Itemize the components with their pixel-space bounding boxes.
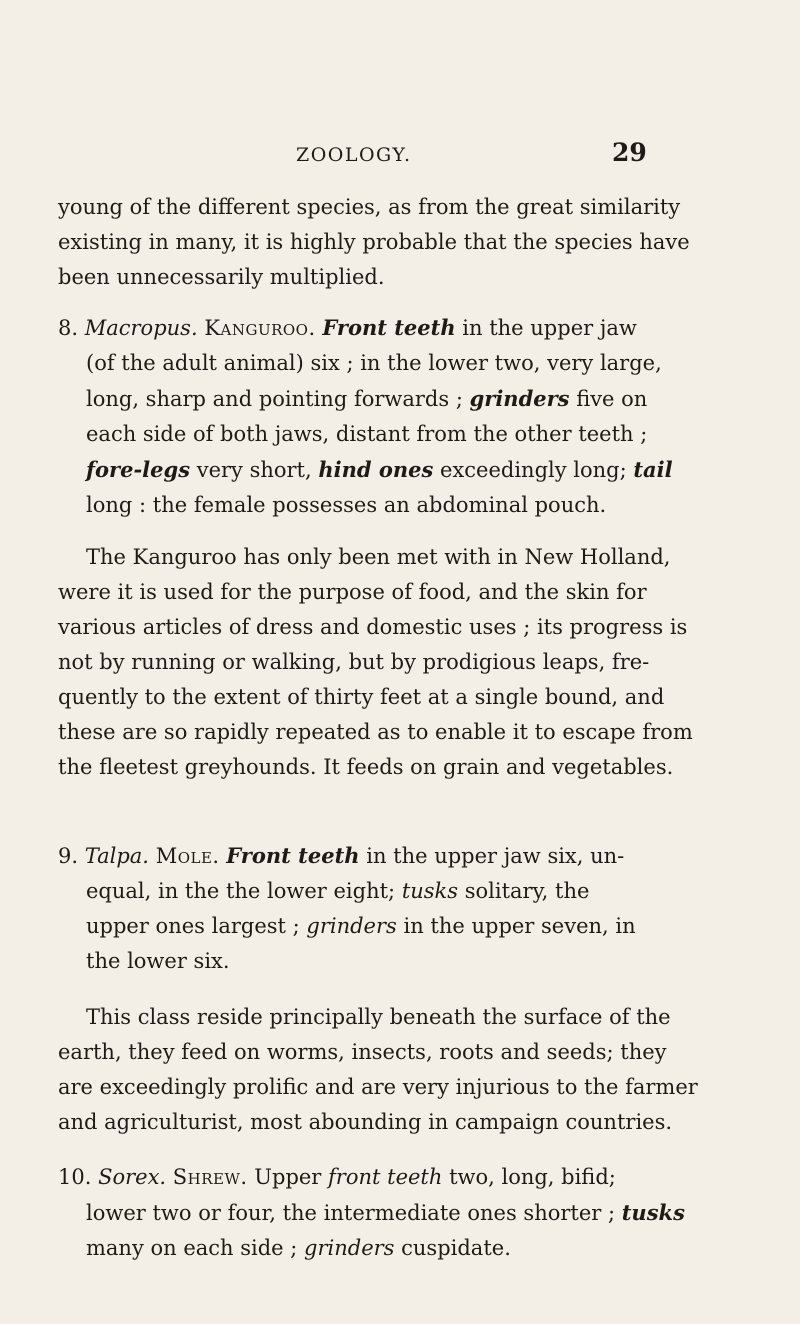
paragraph-mole <box>58 1000 698 1140</box>
text-run: Upper <box>254 1165 329 1189</box>
text-line <box>58 909 636 944</box>
text-line <box>58 874 628 909</box>
text-run: solitary, the <box>458 879 590 903</box>
text-run: many on each side ; <box>86 1236 305 1260</box>
term: Front teeth <box>226 843 360 868</box>
entry-macropus <box>58 310 673 523</box>
term: hind ones <box>318 457 434 482</box>
term: front teeth <box>328 1165 443 1189</box>
text-line <box>58 1160 628 1195</box>
text-line <box>58 838 628 874</box>
entry-talpa <box>58 838 636 979</box>
term: grinders <box>306 914 397 938</box>
text-line: each side of both jaws, distant from the other teeth ; <box>86 422 648 446</box>
text-run: exceedingly long; <box>433 458 634 482</box>
text-run: two, long, bifid; <box>442 1165 616 1189</box>
genus-name: Talpa. <box>84 844 149 868</box>
term: tusks <box>401 879 459 903</box>
text-run: very short, <box>190 458 319 482</box>
text-run: long, sharp and pointing forwards ; <box>86 387 470 411</box>
term: grinders <box>304 1236 395 1260</box>
text-line: the fleetest greyhounds. It feeds on grain and vegetables. <box>58 755 674 779</box>
text-run: in the upper seven, in <box>396 914 636 938</box>
paragraph-continuation <box>58 190 690 295</box>
entry-number: 9. <box>58 844 79 868</box>
genus-name: Sorex. <box>98 1165 167 1189</box>
text-run: five on <box>569 387 648 411</box>
text-run: cuspidate. <box>394 1236 511 1260</box>
term: grinders <box>469 386 570 411</box>
text-line <box>58 452 673 488</box>
text-run: lower two or four, the intermediate ones shorter ; <box>86 1201 622 1225</box>
text-line: and agriculturist, most abounding in campaign countries. <box>58 1110 673 1134</box>
common-name: Mole. <box>155 844 220 868</box>
text-line: were it is used for the purpose of food, and the skin for <box>58 580 647 604</box>
entry-number: 10. <box>58 1165 92 1189</box>
entry-number: 8. <box>58 316 79 340</box>
text-line <box>58 310 637 346</box>
text-line: various articles of dress and domestic uses ; its progress is <box>58 615 688 639</box>
text-run: in the upper jaw six, un- <box>359 844 625 868</box>
text-line: This class reside principally beneath the surface of the <box>86 1005 671 1029</box>
text-run: in the upper jaw <box>455 316 637 340</box>
text-run: equal, in the the lower eight; <box>86 879 402 903</box>
text-line: the lower six. <box>86 949 230 973</box>
text-line: these are so rapidly repeated as to enable it to escape from <box>58 720 693 744</box>
text-line: earth, they feed on worms, insects, roots and seeds; they <box>58 1040 667 1064</box>
running-title: ZOOLOGY. <box>296 144 412 166</box>
text-line <box>58 1231 628 1266</box>
term: Front teeth <box>322 315 456 340</box>
text-line: existing in many, it is highly probable that the species have <box>58 230 690 254</box>
text-line: long : the female possesses an abdominal pouch. <box>86 493 607 517</box>
common-name: Shrew. <box>172 1165 248 1189</box>
genus-name: Macropus. <box>84 316 198 340</box>
text-line: The Kanguroo has only been met with in New Holland, <box>86 545 671 569</box>
term: fore-legs <box>86 457 191 482</box>
text-line: (of the adult animal) six ; in the lower two, very large, <box>86 351 662 375</box>
paragraph-kanguroo <box>58 540 693 785</box>
term: tusks <box>621 1200 685 1225</box>
term: tail <box>633 457 673 482</box>
page-number: 29 <box>612 138 647 167</box>
text-line: young of the different species, as from the great similarity <box>58 195 681 219</box>
text-line <box>58 381 648 417</box>
text-run: upper ones largest ; <box>86 914 307 938</box>
text-line: been unnecessarily multiplied. <box>58 265 385 289</box>
text-line: are exceedingly prolific and are very injurious to the farmer <box>58 1075 698 1099</box>
common-name: Kanguroo. <box>204 316 316 340</box>
text-line: not by running or walking, but by prodigious leaps, fre- <box>58 650 650 674</box>
entry-sorex <box>58 1160 685 1266</box>
text-line: quently to the extent of thirty feet at a single bound, and <box>58 685 665 709</box>
text-line <box>58 1195 685 1231</box>
